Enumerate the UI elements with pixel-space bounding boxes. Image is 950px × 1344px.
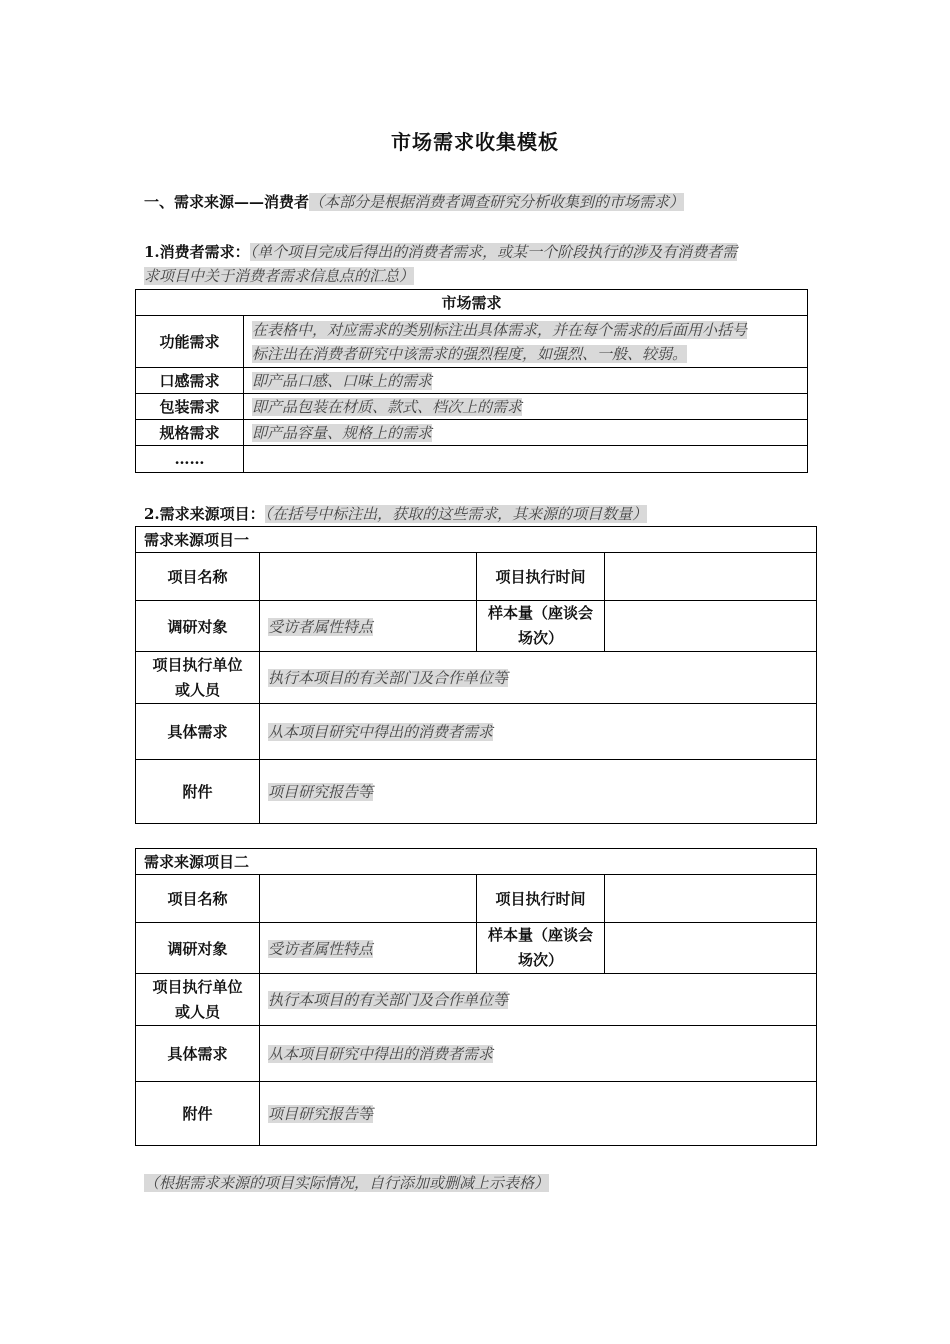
source-heading: [144, 502, 647, 526]
project-time-label: 项目执行时间: [477, 553, 605, 601]
unit-label: [136, 974, 260, 1026]
row-value-taste: [244, 368, 808, 394]
subject-value: [260, 601, 477, 652]
subject-value: [260, 923, 477, 974]
unit-value: [260, 652, 817, 704]
consumer-heading-note-1: （单个项目完成后得出的消费者需求，或某一个阶段执行的涉及有消费者需: [249, 243, 738, 261]
spec-note: 即产品容量、规格上的需求: [252, 423, 433, 442]
source-heading-note: （在括号中标注出，获取的这些需求，其来源的项目数量）: [264, 505, 648, 523]
demand-label: 具体需求: [136, 1026, 260, 1082]
demand-value: [260, 1026, 817, 1082]
unit-note: 执行本项目的有关部门及合作单位等: [268, 991, 509, 1009]
subject-label: 调研对象: [136, 923, 260, 974]
sample-label-1: 样本量（座谈会: [487, 604, 593, 622]
project-time-label: 项目执行时间: [477, 875, 605, 923]
consumer-heading-note-2: 求项目中关于消费者需求信息点的汇总）: [144, 267, 415, 285]
demand-note: 从本项目研究中得出的消费者需求: [268, 723, 494, 741]
project-name-value: [260, 875, 477, 923]
footer-note: [144, 1171, 549, 1195]
attach-label: 附件: [136, 1082, 260, 1146]
attach-note: 项目研究报告等: [268, 1105, 374, 1123]
sample-value: [605, 923, 817, 974]
subject-note: 受访者属性特点: [268, 939, 374, 958]
attach-value: [260, 760, 817, 824]
row-label-spec: 规格需求: [136, 420, 244, 446]
row-label-function: 功能需求: [136, 316, 244, 368]
project-name-value: [260, 553, 477, 601]
project-name-label: 项目名称: [136, 875, 260, 923]
project-time-value: [605, 875, 817, 923]
demand-value: [260, 704, 817, 760]
package-note: 即产品包装在材质、款式、档次上的需求: [252, 397, 523, 416]
project-caption: 需求来源项目一: [136, 527, 817, 553]
consumer-heading-text: 1.消费者需求：: [144, 243, 250, 261]
row-value-spec: [244, 420, 808, 446]
row-value-more: [244, 446, 808, 473]
source-heading-text: 2.需求来源项目：: [144, 505, 265, 523]
sample-label-2: 场次）: [517, 629, 563, 647]
sample-label-2: 场次）: [517, 951, 563, 969]
sample-label: [477, 601, 605, 652]
row-value-package: [244, 394, 808, 420]
attach-label: 附件: [136, 760, 260, 824]
sample-value: [605, 601, 817, 652]
section-heading-note: （本部分是根据消费者调查研究分析收集到的市场需求）: [309, 193, 685, 211]
sample-label-1: 样本量（座谈会: [487, 926, 593, 944]
section-heading-text: 一、需求来源——消费者: [144, 193, 310, 211]
subject-label: 调研对象: [136, 601, 260, 652]
taste-note: 即产品口感、口味上的需求: [252, 371, 433, 390]
market-demand-header: 市场需求: [136, 290, 808, 316]
demand-note: 从本项目研究中得出的消费者需求: [268, 1045, 494, 1063]
consumer-heading-cont: [144, 264, 414, 288]
subject-note: 受访者属性特点: [268, 617, 374, 636]
unit-label-2: 或人员: [174, 1002, 220, 1021]
unit-label: [136, 652, 260, 704]
consumer-heading: [144, 240, 737, 264]
market-demand-table: [135, 289, 808, 473]
unit-note: 执行本项目的有关部门及合作单位等: [268, 669, 509, 687]
row-label-taste: 口感需求: [136, 368, 244, 394]
demand-label: 具体需求: [136, 704, 260, 760]
unit-label-1: 项目执行单位: [152, 655, 243, 674]
footer-note-text: （根据需求来源的项目实际情况，自行添加或删减上示表格）: [144, 1174, 550, 1192]
unit-label-2: 或人员: [174, 680, 220, 699]
project-table-2: [135, 848, 817, 1146]
project-name-label: 项目名称: [136, 553, 260, 601]
project-table-1: [135, 526, 817, 824]
page-title: 市场需求收集模板: [391, 130, 559, 154]
attach-value: [260, 1082, 817, 1146]
row-value-function: [244, 316, 808, 368]
function-note-2: 标注出在消费者研究中该需求的强烈程度，如强烈、一般、较弱。: [252, 344, 688, 363]
project-caption: 需求来源项目二: [136, 849, 817, 875]
unit-label-1: 项目执行单位: [152, 977, 243, 996]
sample-label: [477, 923, 605, 974]
project-time-value: [605, 553, 817, 601]
unit-value: [260, 974, 817, 1026]
row-label-package: 包装需求: [136, 394, 244, 420]
section-heading: [144, 190, 684, 214]
attach-note: 项目研究报告等: [268, 783, 374, 801]
row-label-more: ……: [136, 446, 244, 473]
function-note-1: 在表格中，对应需求的类别标注出具体需求，并在每个需求的后面用小括号: [252, 320, 748, 339]
